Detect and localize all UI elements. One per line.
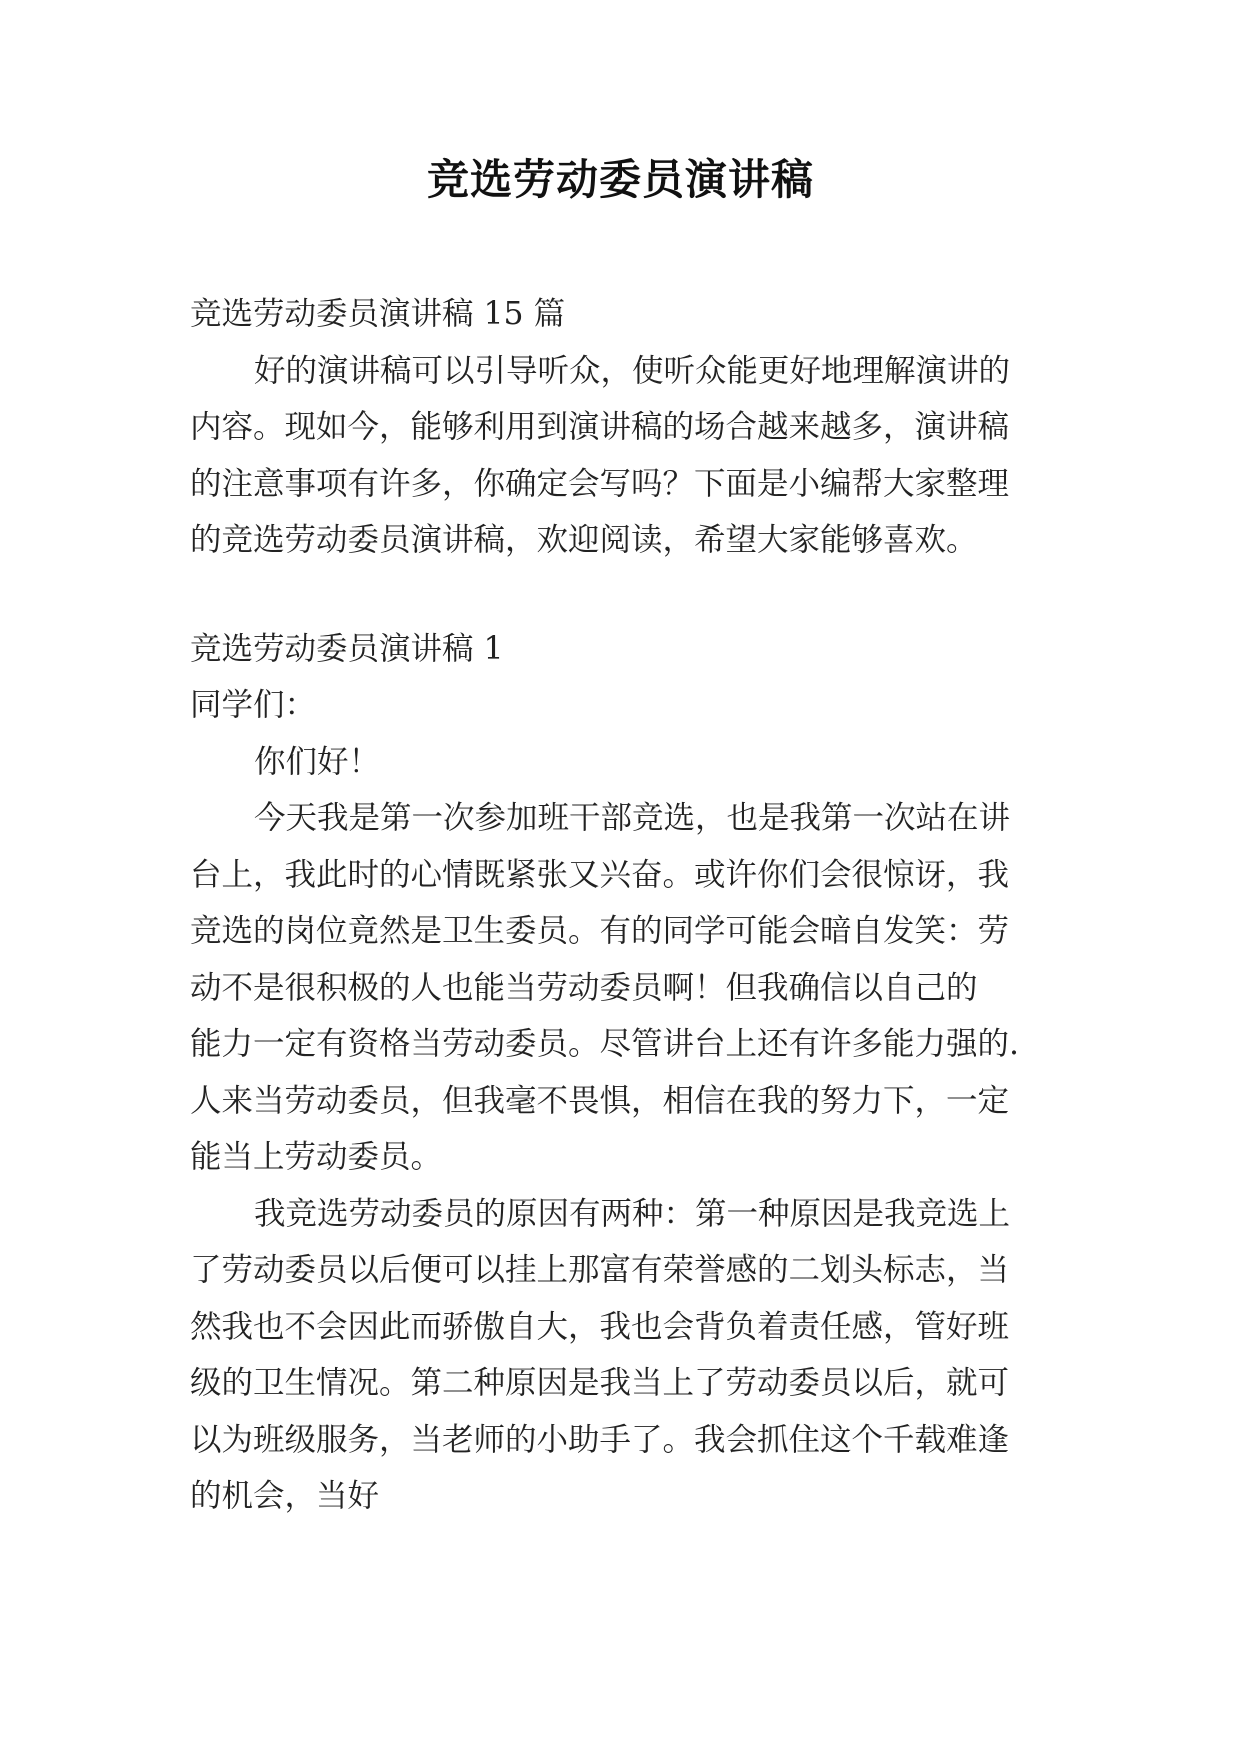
- text-line: 能当上劳动委员。: [190, 1139, 443, 1175]
- body-paragraph-2: [190, 1186, 1050, 1525]
- text-line: 级的卫生情况。第二种原因是我当上了劳动委员以后，就可: [190, 1365, 1010, 1401]
- text-line: 然我也不会因此而骄傲自大，我也会背负着责任感，管好班: [190, 1308, 1010, 1345]
- salutation: 同学们：: [190, 687, 317, 723]
- text-line: 以为班级服务，当老师的小助手了。我会抓住这个千载难逢: [190, 1421, 1010, 1458]
- text-line: 的注意事项有许多，你确定会写吗？下面是小编帮大家整理: [190, 465, 1010, 502]
- section-heading: 竞选劳动委员演讲稿 1: [190, 630, 504, 667]
- text-line: 的机会，当好: [190, 1478, 380, 1514]
- intro-paragraph: [190, 343, 1050, 569]
- text-line: 动不是很积极的人也能当劳动委员啊！但我确信以自己的: [190, 969, 978, 1006]
- body-paragraph-1: [190, 790, 1050, 1186]
- spacer: [190, 569, 1050, 621]
- greeting: 你们好！: [254, 743, 381, 780]
- text-line: 今天我是第一次参加班干部竞选，也是我第一次站在讲: [254, 800, 1011, 836]
- text-line: 我竞选劳动委员的原因有两种：第一种原因是我竞选上: [254, 1195, 1011, 1232]
- text-line: 竞选的岗位竟然是卫生委员。有的同学可能会暗自发笑：劳: [190, 913, 1010, 949]
- text-line: 台上，我此时的心情既紧张又兴奋。或许你们会很惊讶，我: [190, 856, 1010, 893]
- document-title: 竞选劳动委员演讲稿: [426, 155, 814, 204]
- text-line: 了劳动委员以后便可以挂上那富有荣誉感的二划头标志，当: [190, 1252, 1010, 1288]
- text-line: 能力一定有资格当劳动委员。尽管讲台上还有许多能力强的.: [190, 1026, 1020, 1062]
- document-body: [190, 286, 1050, 1525]
- text-line: 的竞选劳动委员演讲稿，欢迎阅读，希望大家能够喜欢。: [190, 522, 978, 558]
- text-line: 内容。现如今，能够利用到演讲稿的场合越来越多，演讲稿: [190, 409, 1010, 445]
- subtitle: 竞选劳动委员演讲稿 15 篇: [190, 296, 566, 332]
- text-line: 好的演讲稿可以引导听众，使听众能更好地理解演讲的: [254, 352, 1011, 389]
- text-line: 人来当劳动委员，但我毫不畏惧，相信在我的努力下，一定: [190, 1082, 1010, 1119]
